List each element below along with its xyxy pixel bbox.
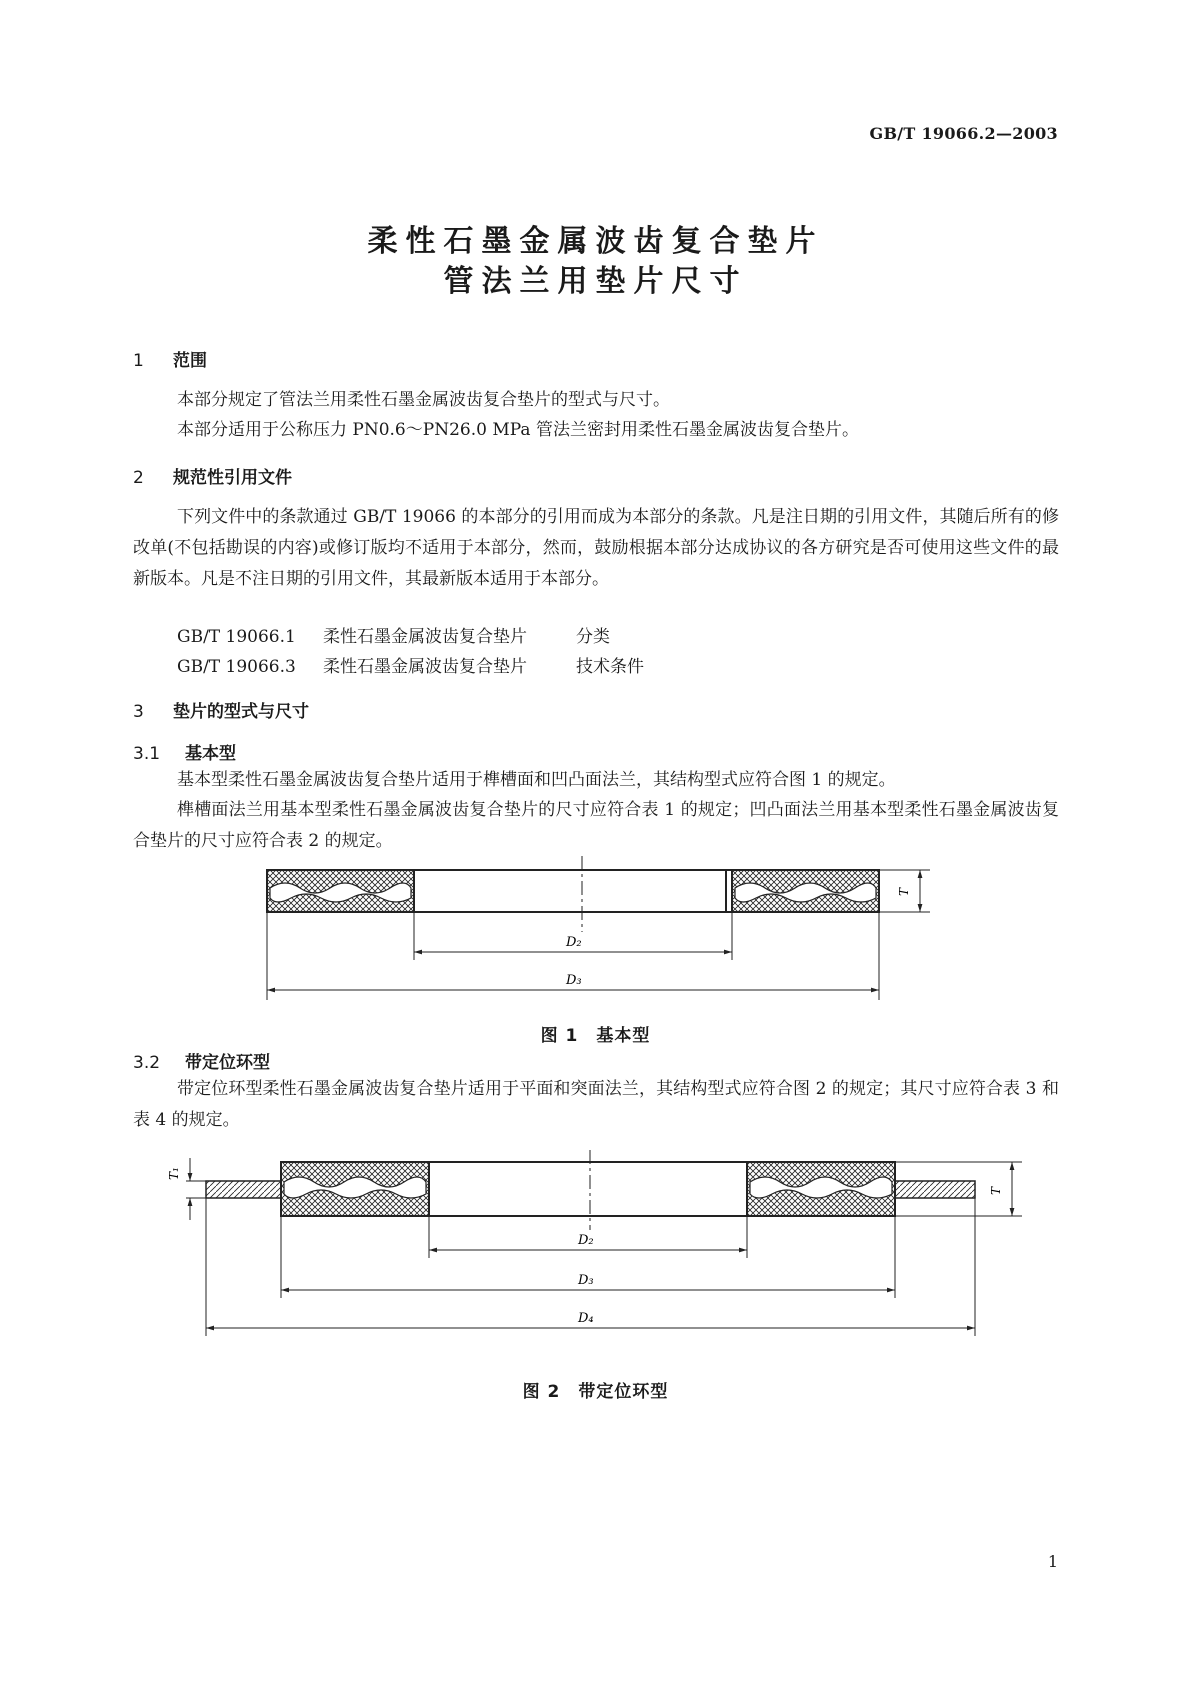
paragraph: 榫槽面法兰用基本型柔性石墨金属波齿复合垫片的尺寸应符合表 1 的规定；凹凸面法兰用基本型柔性石墨金属波齿复合垫片的尺寸应符合表 2 的规定。 — [133, 800, 1059, 851]
standard-number: GB/T 19066.2—2003 — [869, 124, 1058, 143]
d3-label: D₃ — [566, 973, 582, 988]
locating-ring-right — [895, 1181, 975, 1198]
paragraph: 带定位环型柔性石墨金属波齿复合垫片适用于平面和突面法兰，其结构型式应符合图 2 的规定；其尺寸应符合表 3 和表 4 的规定。 — [133, 1079, 1059, 1130]
subsection-title: 带定位环型 — [185, 1053, 270, 1073]
section-title: 范围 — [173, 351, 207, 371]
section-1-heading — [133, 346, 207, 371]
thickness-label: T — [897, 887, 911, 896]
normative-reference — [177, 622, 610, 647]
page-number: 1 — [1047, 1552, 1058, 1571]
section-number: 1 — [133, 351, 144, 371]
subsection-3-1-heading — [133, 739, 236, 764]
figure-2-caption: 图 2 带定位环型 — [522, 1382, 669, 1402]
subsection-number: 3.2 — [133, 1053, 161, 1073]
figure-1-drawing — [0, 840, 1191, 1020]
t1-label: T₁ — [167, 1167, 181, 1180]
paragraph: 本部分适用于公称压力 PN0.6～PN26.0 MPa 管法兰密封用柔性石墨金属波齿复合垫片。 — [177, 420, 859, 440]
reference-title: 柔性石墨金属波齿复合垫片 — [323, 627, 527, 647]
reference-code: GB/T 19066.3 — [177, 657, 296, 677]
subsection-title: 基本型 — [185, 744, 236, 764]
reference-subtitle: 技术条件 — [576, 657, 644, 677]
section-2-heading — [133, 463, 292, 488]
reference-subtitle: 分类 — [576, 627, 610, 647]
paragraph: 本部分规定了管法兰用柔性石墨金属波齿复合垫片的型式与尺寸。 — [177, 390, 670, 410]
d4-label: D₄ — [578, 1311, 594, 1326]
reference-title: 柔性石墨金属波齿复合垫片 — [323, 657, 527, 677]
thickness-label: T — [989, 1186, 1003, 1195]
section-title: 规范性引用文件 — [173, 468, 292, 488]
section-number: 3 — [133, 702, 144, 722]
subsection-number: 3.1 — [133, 744, 161, 764]
section-title: 垫片的型式与尺寸 — [173, 702, 309, 722]
locating-ring-left — [206, 1181, 281, 1198]
section-number: 2 — [133, 468, 144, 488]
reference-code: GB/T 19066.1 — [177, 627, 296, 647]
figure-1-caption: 图 1 基本型 — [540, 1026, 651, 1046]
paragraph: 基本型柔性石墨金属波齿复合垫片适用于榫槽面和凹凸面法兰，其结构型式应符合图 1 的规定。 — [177, 770, 896, 790]
paragraph: 下列文件中的条款通过 GB/T 19066 的本部分的引用而成为本部分的条款。凡是注日期的引用文件，其随后所有的修改单(不包括勘误的内容)或修订版均不适用于本部分，然而，鼓励根据本部分达成协议的各方研究是否可使用这些文件的最新版本。凡是不注日期的引用文件，其最新版本适用于本部分。 — [133, 507, 1059, 589]
document-title-line-2: 管法兰用垫片尺寸 — [443, 264, 748, 299]
figure-2-drawing — [0, 1150, 1191, 1350]
d2-label: D₂ — [578, 1233, 594, 1248]
section-3-heading — [133, 697, 309, 722]
subsection-3-2-heading — [133, 1048, 270, 1073]
d2-label: D₂ — [566, 935, 582, 950]
d3-label: D₃ — [578, 1273, 594, 1288]
normative-reference — [177, 652, 644, 677]
document-title-line-1: 柔性石墨金属波齿复合垫片 — [367, 224, 824, 259]
